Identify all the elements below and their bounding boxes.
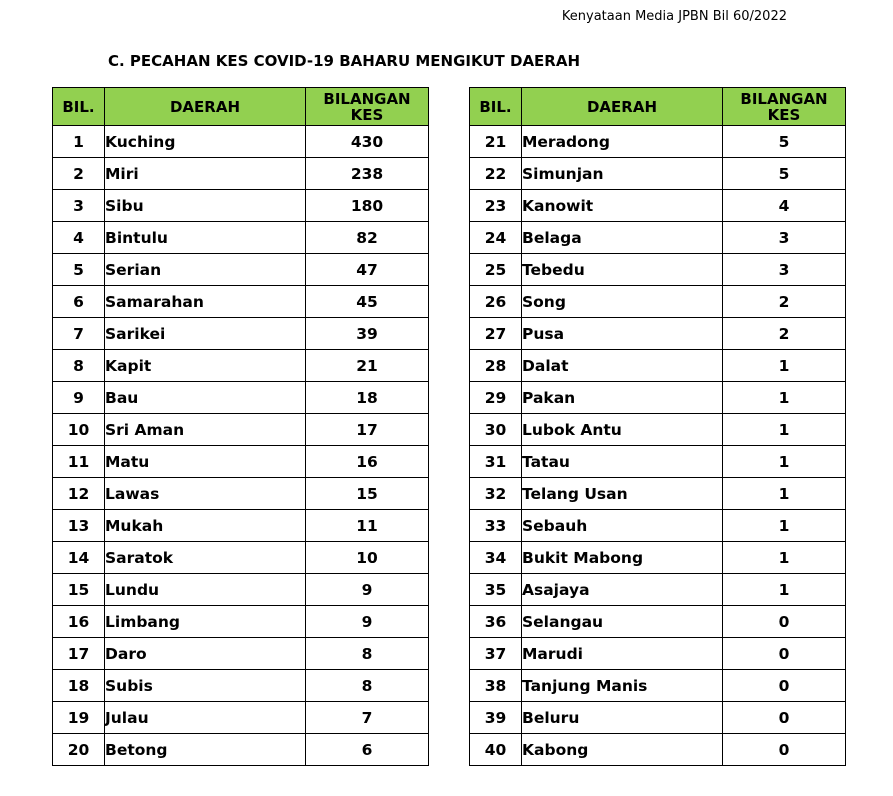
- district-cell: Daro: [105, 638, 306, 670]
- column-header-kes: [306, 88, 429, 126]
- case-count-cell: 0: [723, 702, 846, 734]
- table-row: [470, 702, 846, 734]
- table-row: [53, 222, 429, 254]
- row-number-cell: 6: [53, 286, 105, 318]
- district-cell: Meradong: [522, 126, 723, 158]
- row-number-cell: 24: [470, 222, 522, 254]
- row-number-cell: 26: [470, 286, 522, 318]
- case-count-cell: 0: [723, 638, 846, 670]
- district-cell: Dalat: [522, 350, 723, 382]
- case-count-cell: 238: [306, 158, 429, 190]
- district-cell: Sarikei: [105, 318, 306, 350]
- row-number-cell: 17: [53, 638, 105, 670]
- district-cell: Samarahan: [105, 286, 306, 318]
- case-count-cell: 16: [306, 446, 429, 478]
- row-number-cell: 20: [53, 734, 105, 766]
- column-header-kes-line2: KES: [350, 105, 384, 124]
- table-row: [470, 606, 846, 638]
- case-count-cell: 47: [306, 254, 429, 286]
- case-count-cell: 17: [306, 414, 429, 446]
- case-count-cell: 1: [723, 510, 846, 542]
- table-row: [470, 382, 846, 414]
- row-number-cell: 40: [470, 734, 522, 766]
- column-header-kes-line2: KES: [767, 105, 801, 124]
- table-row: [53, 574, 429, 606]
- row-number-cell: 33: [470, 510, 522, 542]
- case-count-cell: 11: [306, 510, 429, 542]
- district-cell: Bukit Mabong: [522, 542, 723, 574]
- case-count-cell: 8: [306, 638, 429, 670]
- row-number-cell: 14: [53, 542, 105, 574]
- table-row: [53, 606, 429, 638]
- district-cell: Tebedu: [522, 254, 723, 286]
- table-row: [470, 158, 846, 190]
- case-count-cell: 0: [723, 734, 846, 766]
- table-row: [470, 574, 846, 606]
- row-number-cell: 30: [470, 414, 522, 446]
- row-number-cell: 21: [470, 126, 522, 158]
- row-number-cell: 5: [53, 254, 105, 286]
- district-cell: Beluru: [522, 702, 723, 734]
- case-count-cell: 1: [723, 446, 846, 478]
- row-number-cell: 35: [470, 574, 522, 606]
- row-number-cell: 4: [53, 222, 105, 254]
- row-number-cell: 12: [53, 478, 105, 510]
- table-row: [53, 254, 429, 286]
- row-number-cell: 38: [470, 670, 522, 702]
- district-cell: Bintulu: [105, 222, 306, 254]
- row-number-cell: 7: [53, 318, 105, 350]
- table-row: [470, 190, 846, 222]
- table-body-left: [53, 126, 429, 766]
- district-cell: Tatau: [522, 446, 723, 478]
- table-row: [53, 702, 429, 734]
- table-body-right: [470, 126, 846, 766]
- case-count-cell: 15: [306, 478, 429, 510]
- district-cell: Miri: [105, 158, 306, 190]
- case-count-cell: 9: [306, 606, 429, 638]
- table-row: [470, 318, 846, 350]
- row-number-cell: 23: [470, 190, 522, 222]
- column-header-daerah: DAERAH: [105, 88, 306, 126]
- district-cell: Sibu: [105, 190, 306, 222]
- row-number-cell: 28: [470, 350, 522, 382]
- district-cell: Julau: [105, 702, 306, 734]
- case-count-cell: 1: [723, 542, 846, 574]
- district-cell: Matu: [105, 446, 306, 478]
- table-row: [470, 734, 846, 766]
- district-cell: Lawas: [105, 478, 306, 510]
- table-row: [470, 670, 846, 702]
- table-row: [53, 286, 429, 318]
- case-count-cell: 430: [306, 126, 429, 158]
- district-cell: Bau: [105, 382, 306, 414]
- district-cell: Sebauh: [522, 510, 723, 542]
- case-count-cell: 2: [723, 286, 846, 318]
- row-number-cell: 3: [53, 190, 105, 222]
- table-row: [470, 478, 846, 510]
- district-cell: Pakan: [522, 382, 723, 414]
- case-count-cell: 180: [306, 190, 429, 222]
- row-number-cell: 1: [53, 126, 105, 158]
- table-row: [53, 190, 429, 222]
- district-cell: Kabong: [522, 734, 723, 766]
- table-row: [470, 446, 846, 478]
- district-cell: Pusa: [522, 318, 723, 350]
- row-number-cell: 32: [470, 478, 522, 510]
- case-count-cell: 8: [306, 670, 429, 702]
- table-row: [470, 350, 846, 382]
- column-header-bil: BIL.: [470, 88, 522, 126]
- row-number-cell: 25: [470, 254, 522, 286]
- district-cell: Belaga: [522, 222, 723, 254]
- row-number-cell: 18: [53, 670, 105, 702]
- case-count-cell: 82: [306, 222, 429, 254]
- table-row: [470, 222, 846, 254]
- district-cell: Subis: [105, 670, 306, 702]
- table-header-row: [470, 88, 846, 126]
- row-number-cell: 39: [470, 702, 522, 734]
- case-count-cell: 4: [723, 190, 846, 222]
- section-title: C. PECAHAN KES COVID-19 BAHARU MENGIKUT DAERAH: [108, 52, 581, 70]
- table-row: [470, 414, 846, 446]
- document-reference: Kenyataan Media JPBN Bil 60/2022: [561, 9, 787, 24]
- case-count-cell: 1: [723, 478, 846, 510]
- case-count-cell: 45: [306, 286, 429, 318]
- column-header-kes: [723, 88, 846, 126]
- table-row: [53, 670, 429, 702]
- column-header-kes-line1: BILANGAN: [740, 89, 828, 108]
- district-cell: Tanjung Manis: [522, 670, 723, 702]
- table-row: [53, 510, 429, 542]
- table-row: [53, 542, 429, 574]
- district-cell: Simunjan: [522, 158, 723, 190]
- table-header-row: [53, 88, 429, 126]
- case-count-cell: 2: [723, 318, 846, 350]
- row-number-cell: 22: [470, 158, 522, 190]
- case-count-cell: 18: [306, 382, 429, 414]
- district-cell: Kuching: [105, 126, 306, 158]
- row-number-cell: 15: [53, 574, 105, 606]
- row-number-cell: 10: [53, 414, 105, 446]
- district-cell: Mukah: [105, 510, 306, 542]
- case-count-cell: 5: [723, 158, 846, 190]
- row-number-cell: 29: [470, 382, 522, 414]
- district-cell: Lundu: [105, 574, 306, 606]
- case-count-cell: 9: [306, 574, 429, 606]
- table-row: [53, 382, 429, 414]
- column-header-bil: BIL.: [53, 88, 105, 126]
- case-count-cell: 21: [306, 350, 429, 382]
- table-row: [470, 126, 846, 158]
- case-count-cell: 10: [306, 542, 429, 574]
- table-row: [53, 734, 429, 766]
- case-count-cell: 39: [306, 318, 429, 350]
- row-number-cell: 19: [53, 702, 105, 734]
- table-row: [470, 638, 846, 670]
- case-count-cell: 1: [723, 350, 846, 382]
- case-count-cell: 6: [306, 734, 429, 766]
- case-count-cell: 1: [723, 414, 846, 446]
- district-cell: Telang Usan: [522, 478, 723, 510]
- case-count-cell: 7: [306, 702, 429, 734]
- row-number-cell: 9: [53, 382, 105, 414]
- case-count-cell: 0: [723, 606, 846, 638]
- row-number-cell: 11: [53, 446, 105, 478]
- row-number-cell: 31: [470, 446, 522, 478]
- table-row: [53, 478, 429, 510]
- table-row: [53, 126, 429, 158]
- table-row: [470, 254, 846, 286]
- district-cell: Selangau: [522, 606, 723, 638]
- column-header-daerah: DAERAH: [522, 88, 723, 126]
- table-row: [53, 158, 429, 190]
- district-cell: Betong: [105, 734, 306, 766]
- table-row: [53, 638, 429, 670]
- table-row: [470, 542, 846, 574]
- district-cell: Serian: [105, 254, 306, 286]
- table-row: [53, 414, 429, 446]
- row-number-cell: 34: [470, 542, 522, 574]
- cases-table-right: [469, 87, 846, 766]
- table-row: [53, 446, 429, 478]
- table-row: [470, 286, 846, 318]
- district-cell: Kanowit: [522, 190, 723, 222]
- row-number-cell: 8: [53, 350, 105, 382]
- row-number-cell: 27: [470, 318, 522, 350]
- row-number-cell: 37: [470, 638, 522, 670]
- case-count-cell: 1: [723, 382, 846, 414]
- table-row: [53, 318, 429, 350]
- case-count-cell: 3: [723, 254, 846, 286]
- district-cell: Marudi: [522, 638, 723, 670]
- district-cell: Song: [522, 286, 723, 318]
- district-cell: Kapit: [105, 350, 306, 382]
- district-cell: Saratok: [105, 542, 306, 574]
- row-number-cell: 13: [53, 510, 105, 542]
- case-count-cell: 3: [723, 222, 846, 254]
- district-cell: Asajaya: [522, 574, 723, 606]
- district-cell: Lubok Antu: [522, 414, 723, 446]
- district-cell: Sri Aman: [105, 414, 306, 446]
- case-count-cell: 1: [723, 574, 846, 606]
- row-number-cell: 2: [53, 158, 105, 190]
- case-count-cell: 0: [723, 670, 846, 702]
- case-count-cell: 5: [723, 126, 846, 158]
- cases-table-left: [52, 87, 429, 766]
- column-header-kes-line1: BILANGAN: [323, 89, 411, 108]
- row-number-cell: 16: [53, 606, 105, 638]
- district-cell: Limbang: [105, 606, 306, 638]
- row-number-cell: 36: [470, 606, 522, 638]
- table-row: [470, 510, 846, 542]
- table-row: [53, 350, 429, 382]
